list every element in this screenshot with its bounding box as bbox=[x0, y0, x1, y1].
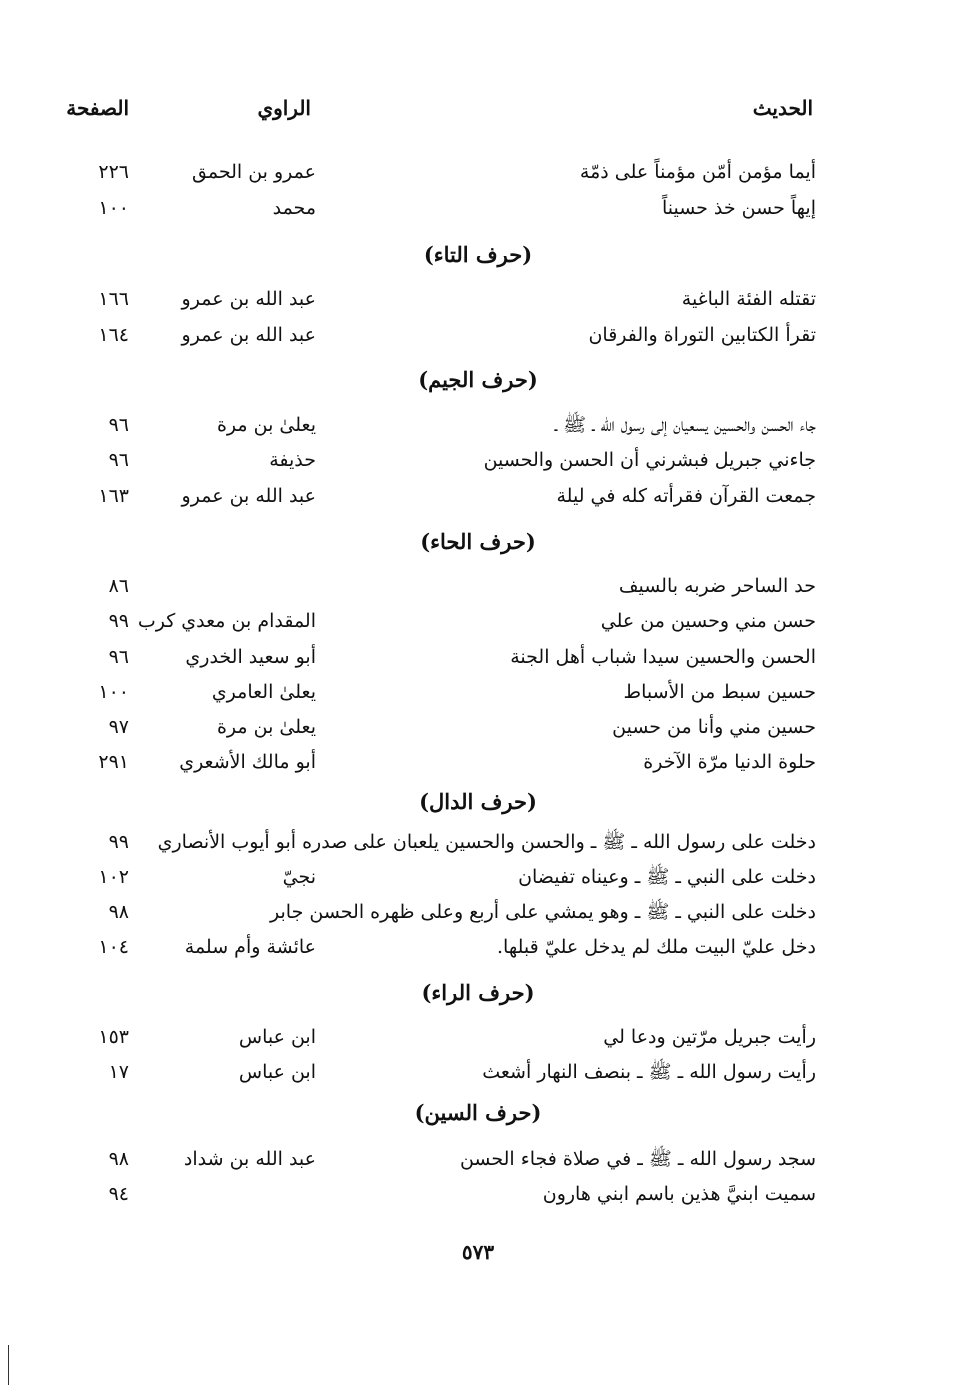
page-ref: ٩٩ bbox=[108, 610, 129, 632]
index-row bbox=[0, 895, 956, 929]
index-row bbox=[0, 1055, 956, 1089]
index-row bbox=[0, 318, 956, 352]
index-row bbox=[0, 1142, 956, 1176]
narrator-name: أبو مالك الأشعري bbox=[179, 751, 316, 773]
page-ref: ٨٦ bbox=[108, 575, 129, 597]
hadith-text: سجد رسول الله ـ ﷺ ـ في صلاة فجاء الحسن bbox=[459, 1148, 816, 1170]
narrator-name: نجيّ bbox=[282, 866, 316, 888]
section-title: (حرف الجيم) bbox=[418, 367, 538, 392]
index-row bbox=[0, 443, 956, 477]
hadith-text: أيما مؤمن أمّن مؤمناً على ذمّة bbox=[579, 161, 816, 183]
page-ref: ١٠٢ bbox=[98, 866, 129, 888]
index-row bbox=[0, 604, 956, 638]
index-row bbox=[0, 408, 956, 442]
index-row bbox=[0, 155, 956, 189]
hadith-text: الحسن والحسين سيدا شباب أهل الجنة bbox=[510, 646, 816, 668]
hadith-text: حد الساحر ضربه بالسيف bbox=[618, 575, 816, 597]
index-row bbox=[0, 1177, 956, 1211]
column-headers bbox=[0, 96, 956, 128]
page-ref: ٢٩١ bbox=[98, 751, 129, 773]
hadith-text: إيهاً حسن خذ حسيناً bbox=[661, 197, 816, 219]
index-row bbox=[0, 825, 956, 859]
narrator-name: ابن عباس bbox=[238, 1061, 316, 1083]
header-page: الصفحة bbox=[66, 96, 129, 120]
page-ref: ٩٨ bbox=[108, 1148, 129, 1170]
hadith-text: دخلت على رسول الله ـ ﷺ ـ والحسن والحسين يلعبان على صدره أبو أيوب الأنصاري bbox=[157, 831, 816, 853]
hadith-text: رأيت جبريل مرّتين ودعا لي bbox=[603, 1026, 816, 1048]
narrator-name: محمد bbox=[272, 197, 316, 219]
index-row bbox=[0, 1020, 956, 1054]
section-title: (حرف الدال) bbox=[419, 789, 537, 814]
index-row bbox=[0, 191, 956, 225]
index-row bbox=[0, 710, 956, 744]
header-narrator: الراوي bbox=[257, 96, 311, 120]
index-row bbox=[0, 479, 956, 513]
index-row bbox=[0, 675, 956, 709]
page-ref: ١٠٤ bbox=[98, 936, 129, 958]
hadith-text: حسن مني وحسين من علي bbox=[600, 610, 816, 632]
hadith-text: تقتله الفئة الباغية bbox=[681, 288, 816, 310]
hadith-text: جاء الحسن والحسين يسعيان إلى رسول الله ـ ﷺ ـ bbox=[554, 414, 816, 436]
page-ref: ١٥٣ bbox=[98, 1026, 129, 1048]
page-ref: ٩٦ bbox=[108, 646, 129, 668]
hadith-text: تقرأ الكتابين التوراة والفرقان bbox=[588, 324, 816, 346]
narrator-name: المقدام بن معدي كرب bbox=[137, 610, 316, 632]
hadith-text: دخلت على النبي ـ ﷺ ـ وعيناه تفيضان bbox=[518, 866, 816, 888]
section-title: (حرف الراء) bbox=[421, 980, 535, 1005]
index-row bbox=[0, 640, 956, 674]
hadith-text: دخل عليّ البيت ملك لم يدخل عليّ قبلها. bbox=[497, 936, 816, 958]
narrator-name: عبد الله بن عمرو bbox=[181, 288, 316, 310]
hadith-text: دخلت على النبي ـ ﷺ ـ وهو يمشي على أربع وعلى ظهره الحسن جابر bbox=[270, 901, 816, 923]
index-row bbox=[0, 569, 956, 603]
page-ref: ١٠٠ bbox=[98, 197, 129, 219]
hadith-text: حسين سبط من الأسباط bbox=[623, 681, 816, 703]
section-title: (حرف الحاء) bbox=[420, 529, 536, 554]
page-ref: ٩٩ bbox=[108, 831, 129, 853]
margin-line bbox=[8, 1345, 9, 1385]
hadith-text: سميت ابنيَّ هذين باسم ابني هارون bbox=[542, 1183, 816, 1205]
index-row bbox=[0, 745, 956, 779]
narrator-name: ابن عباس bbox=[238, 1026, 316, 1048]
narrator-name: عبد الله بن شداد bbox=[183, 1148, 316, 1170]
narrator-name: حذيفة bbox=[269, 449, 316, 471]
page-ref: ٢٢٦ bbox=[98, 161, 129, 183]
page-ref: ١٧ bbox=[108, 1061, 129, 1083]
narrator-name: أبو سعيد الخدري bbox=[185, 646, 316, 668]
page-number: ٥٧٣ bbox=[461, 1240, 495, 1264]
hadith-text: جمعت القرآن فقرأته كله في ليلة bbox=[556, 485, 816, 507]
page-ref: ١٦٦ bbox=[98, 288, 129, 310]
narrator-name: عائشة وأم سلمة bbox=[184, 936, 316, 958]
hadith-text: جاءني جبريل فبشرني أن الحسن والحسين bbox=[483, 449, 816, 471]
section-title: (حرف السين) bbox=[414, 1100, 542, 1125]
narrator-name: عبد الله بن عمرو bbox=[181, 485, 316, 507]
header-hadith: الحديث bbox=[752, 96, 813, 120]
narrator-name: عمرو بن الحمق bbox=[192, 161, 316, 183]
page-ref: ٩٦ bbox=[108, 414, 129, 436]
page-ref: ٩٦ bbox=[108, 449, 129, 471]
page-ref: ٩٧ bbox=[108, 716, 129, 738]
narrator-name: عبد الله بن عمرو bbox=[181, 324, 316, 346]
narrator-name: يعلىٰ بن مرة bbox=[216, 414, 316, 436]
hadith-text: حلوة الدنيا مرّة الآخرة bbox=[643, 751, 816, 773]
hadith-text: حسين مني وأنا من حسين bbox=[612, 716, 816, 738]
index-row bbox=[0, 282, 956, 316]
hadith-text: رأيت رسول الله ـ ﷺ ـ بنصف النهار أشعث bbox=[482, 1061, 816, 1083]
index-row bbox=[0, 930, 956, 964]
narrator-name: يعلىٰ بن مرة bbox=[216, 716, 316, 738]
page-ref: ١٦٣ bbox=[98, 485, 129, 507]
page-ref: ٩٤ bbox=[108, 1183, 129, 1205]
section-title: (حرف التاء) bbox=[423, 242, 533, 267]
index-row bbox=[0, 860, 956, 894]
page-ref: ٩٨ bbox=[108, 901, 129, 923]
page-ref: ١٦٤ bbox=[98, 324, 129, 346]
narrator-name: يعلىٰ العامري bbox=[211, 681, 316, 703]
page-ref: ١٠٠ bbox=[98, 681, 129, 703]
